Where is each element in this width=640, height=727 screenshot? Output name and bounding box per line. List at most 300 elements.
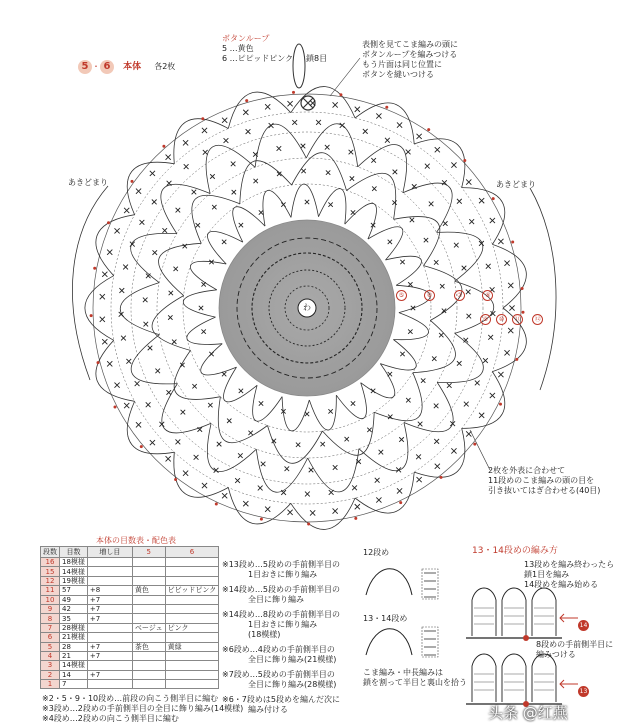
stitch-mark	[217, 442, 222, 447]
how-to-title: 13・14段めの編み方	[472, 546, 558, 556]
stitch-mark	[173, 267, 177, 271]
header-title: 本体	[123, 62, 142, 72]
stitch-mark	[136, 189, 141, 194]
table-cell-c5: 茶色	[132, 642, 165, 651]
row-marker: ⑪	[512, 314, 523, 325]
petal-arc	[404, 382, 453, 431]
stitch-mark	[466, 431, 471, 436]
table-cell-c5	[132, 604, 165, 613]
button-loop-row6: 6 …ピピッドピンク	[222, 54, 294, 63]
stitch-mark	[363, 129, 368, 134]
stitch-mark	[183, 244, 187, 248]
table-cell-c6	[165, 614, 219, 623]
table-row	[41, 623, 219, 632]
table-cell-row: 11	[41, 586, 60, 595]
small-diagram-label-12: 12段め	[363, 548, 390, 557]
stitch-mark	[148, 346, 153, 351]
petal-arc	[306, 124, 357, 167]
petal-arc	[192, 195, 240, 243]
petal-arc	[183, 290, 217, 317]
stitch-mark	[155, 369, 160, 374]
stitch-mark	[183, 140, 188, 145]
stitch-mark	[123, 265, 128, 270]
stitch-mark	[479, 198, 484, 203]
table-cell-c5	[132, 680, 165, 689]
stitch-mark	[210, 174, 215, 179]
table-cell-row: 9	[41, 604, 60, 613]
red-stitch-dot	[499, 403, 502, 406]
row-marker: ⑧	[482, 290, 493, 301]
row-marker: ⑤	[396, 290, 407, 301]
note-line: 全目に飾り編み(28模様)	[248, 680, 337, 689]
stitch-mark	[102, 339, 107, 344]
stitch-mark	[150, 171, 155, 176]
stitch-mark	[222, 493, 227, 498]
red-stitch-dot	[201, 117, 204, 120]
join-note	[488, 466, 600, 496]
stitch-mark	[146, 402, 151, 407]
petal-arc	[127, 162, 174, 214]
petal-arc	[162, 384, 211, 433]
red-stitch-dot	[515, 358, 518, 361]
stitch-mark	[168, 315, 172, 319]
stitch-mark	[333, 465, 338, 470]
stitch-mark	[454, 243, 459, 248]
table-cell-inc: +8	[87, 586, 132, 595]
stitch-mark	[100, 317, 105, 322]
stitch-mark	[265, 507, 270, 512]
stitch-mark	[435, 464, 440, 469]
table-cell-inc	[87, 633, 132, 642]
table-cell-inc: +7	[87, 614, 132, 623]
petal-arc	[190, 261, 226, 289]
stitch-mark	[462, 266, 467, 271]
note-line: ※6段め…4段めの手前側半目の	[222, 645, 335, 654]
red-stitch-dot	[307, 523, 310, 526]
top-note-line: ボタンを縫いつける	[362, 70, 434, 79]
how-to-note1-line: 14段めを編み始める	[524, 580, 599, 589]
stitch-mark	[417, 134, 422, 139]
how-to-diagram	[466, 580, 596, 710]
table-header: 段数	[41, 547, 60, 558]
stitch-mark	[393, 170, 398, 175]
petal-arc	[174, 452, 228, 497]
top-note-line: もう片面は同じ位置に	[362, 60, 442, 69]
table-row	[41, 642, 219, 651]
petal-arc	[355, 103, 414, 144]
table-cell-c5	[132, 661, 165, 670]
petal-arc	[127, 401, 174, 453]
stitch-mark	[259, 401, 263, 405]
stitch-mark	[376, 113, 381, 118]
akidomari-left-label: あきどまり	[68, 178, 108, 187]
stitch-mark	[239, 223, 243, 227]
small-diagram-desc-line: 鎖を割って半目と裏山を拾う	[363, 678, 467, 687]
red-stitch-dot	[162, 145, 165, 148]
stitch-mark	[508, 328, 513, 333]
note-block	[222, 610, 340, 640]
stitch-mark	[259, 210, 263, 214]
akidomari-right-label: あきどまり	[496, 180, 536, 189]
stitch-mark	[498, 239, 503, 244]
stitch-mark	[162, 228, 167, 233]
table-cell-c5	[132, 670, 165, 679]
how-to-note2-line: 8段めの手前側半目に	[536, 640, 614, 649]
stitch-mark	[351, 401, 355, 405]
stitch-mark	[355, 107, 360, 112]
petal-arc	[131, 233, 177, 282]
red-stitch-dot	[215, 503, 218, 506]
row-markers-lower	[480, 306, 543, 325]
petal-arc	[414, 139, 465, 188]
table-cell-row: 8	[41, 614, 60, 623]
stitch-mark	[406, 150, 411, 155]
note-block	[222, 560, 340, 580]
notes-bottom	[42, 694, 243, 724]
stitch-mark	[222, 372, 226, 376]
red-stitch-dot	[292, 91, 295, 94]
table-cell-inc	[87, 558, 132, 567]
table-title: 本体の目数表・配色表	[96, 536, 176, 545]
note-line: ※7段め…5段めの手前側半目の	[222, 670, 335, 679]
red-stitch-dot	[107, 221, 110, 224]
petal-arc	[437, 232, 483, 281]
table-cell-count: 7	[60, 680, 88, 689]
red-stitch-dot	[131, 180, 134, 183]
table-cell-inc	[87, 623, 132, 632]
table-cell-inc	[87, 567, 132, 576]
stitch-mark	[372, 186, 376, 190]
table-cell-c5: 黄色	[132, 586, 165, 595]
table-cell-count: 14	[60, 670, 88, 679]
stitch-mark	[400, 352, 404, 356]
stitch-mark	[355, 504, 360, 509]
red-stitch-dot	[114, 406, 117, 409]
table-row	[41, 586, 219, 595]
note-line: 全目に飾り編み(21模様)	[248, 655, 337, 664]
stitch-mark	[385, 138, 390, 143]
stitch-mark	[222, 240, 226, 244]
stitch-mark	[305, 412, 309, 416]
stitch-mark	[490, 393, 495, 398]
stitch-mark	[417, 477, 422, 482]
stitch-mark	[488, 335, 493, 340]
petal-arc	[218, 397, 267, 443]
stitch-mark	[397, 488, 402, 493]
stitch-mark	[239, 389, 243, 393]
stitch-mark	[243, 501, 248, 506]
stitch-mark	[451, 162, 456, 167]
stitch-mark	[150, 440, 155, 445]
stitch-mark	[328, 409, 332, 413]
table-cell-count: 14模様	[60, 661, 88, 670]
table-row	[41, 576, 219, 585]
stitch-mark	[504, 261, 509, 266]
note-line: ※13段め…5段めの手前側半目の	[222, 560, 340, 569]
stitch-mark	[144, 322, 149, 327]
stitch-mark	[169, 291, 173, 295]
stitch-mark	[490, 218, 495, 223]
stitch-mark	[246, 129, 251, 134]
table-cell-c6: 黄緑	[165, 642, 219, 651]
red-stitch-dot	[473, 443, 476, 446]
table-header: 5	[132, 547, 165, 558]
table-cell-inc: +7	[87, 651, 132, 660]
stitch-mark	[119, 288, 124, 293]
stitch-mark	[486, 264, 491, 269]
table-cell-c5: ベージュ	[132, 623, 165, 632]
stitch-mark	[166, 390, 171, 395]
table-cell-row: 6	[41, 633, 60, 642]
table-cell-row: 1	[41, 680, 60, 689]
stitch-mark	[375, 478, 380, 483]
red-stitch-dot	[339, 93, 342, 96]
table-cell-c5	[132, 614, 165, 623]
red-stitch-dot	[90, 314, 93, 317]
stitch-mark	[320, 442, 324, 446]
stitch-mark	[265, 104, 270, 109]
stitch-mark	[152, 200, 157, 205]
table-cell-c6: ピンク	[165, 623, 219, 632]
petal-arc	[291, 498, 355, 529]
petal-arc	[358, 145, 407, 193]
stitch-mark	[439, 333, 443, 337]
red-stitch-dot	[245, 99, 248, 102]
red-stitch-dot	[492, 197, 495, 200]
stitch-mark	[397, 122, 402, 127]
table-cell-c6	[165, 670, 219, 679]
row-marker: ⑩	[496, 314, 507, 325]
marker-13: 13	[579, 688, 588, 695]
stitch-mark	[475, 381, 480, 386]
stitch-mark	[434, 260, 438, 264]
petal-arc	[131, 335, 177, 384]
stitch-mark	[434, 439, 439, 444]
table-cell-c6	[165, 633, 219, 642]
stitch-mark	[203, 150, 208, 155]
petal-arc	[120, 283, 159, 335]
stitch-mark	[135, 381, 140, 386]
table-cell-c6	[165, 661, 219, 670]
stitch-mark	[418, 422, 423, 427]
petal-arc	[174, 119, 228, 164]
petal-arc	[374, 373, 422, 421]
table-cell-count: 42	[60, 604, 88, 613]
stitch-mark	[277, 146, 282, 151]
table-cell-c5	[132, 651, 165, 660]
stitch-mark	[107, 250, 112, 255]
red-stitch-dot	[399, 501, 402, 504]
table-cell-c6: ビビッドピンク	[165, 586, 219, 595]
table-cell-inc: +7	[87, 604, 132, 613]
note-line: 全目に飾り編み	[248, 595, 304, 604]
stitch-mark	[352, 485, 357, 490]
stitch-mark	[325, 145, 330, 150]
table-cell-c6	[165, 567, 219, 576]
stitch-mark	[451, 448, 456, 453]
stitch-mark	[183, 471, 188, 476]
stitch-mark	[408, 329, 412, 333]
table-row	[41, 595, 219, 604]
stitch-mark	[285, 466, 290, 471]
small-diagram-desc	[363, 668, 467, 688]
red-stitch-dot	[427, 128, 430, 131]
red-stitch-dot	[97, 361, 100, 364]
table-cell-inc: +7	[87, 642, 132, 651]
table-row	[41, 651, 219, 660]
stitch-mark	[425, 164, 430, 169]
table-cell-inc	[87, 680, 132, 689]
stitch-mark	[351, 210, 355, 214]
table-cell-count: 28	[60, 642, 88, 651]
stitch-mark	[388, 240, 392, 244]
table-cell-c5	[132, 558, 165, 567]
stitch-mark	[400, 260, 404, 264]
how-to-note1-line: 13段めを編み終わったら	[524, 560, 615, 569]
stitch-mark	[457, 199, 462, 204]
note-block	[222, 585, 340, 605]
petal-arc	[207, 423, 256, 471]
petal-arc	[255, 124, 306, 167]
stitch-mark	[371, 158, 376, 163]
how-to-note2-line: 編みつける	[536, 650, 576, 659]
stitch-mark	[124, 403, 129, 408]
table-cell-c5	[132, 567, 165, 576]
stitch-mark	[202, 128, 207, 133]
button-loop-title: ボタンループ	[222, 34, 270, 43]
table-cell-row: 7	[41, 623, 60, 632]
small-diagram-label-1314: 13・14段め	[363, 614, 408, 623]
marker-14: 14	[579, 622, 588, 629]
top-note-line: ボタンループを編みつける	[362, 50, 458, 59]
stitch-mark	[508, 283, 513, 288]
red-stitch-dot	[440, 476, 443, 479]
stitch-mark	[340, 123, 345, 128]
stitch-mark	[305, 200, 309, 204]
stitch-mark	[212, 205, 216, 209]
petal-arc	[240, 161, 292, 204]
stitch-mark	[345, 437, 349, 441]
stitch-mark	[258, 486, 263, 491]
petal-arc	[355, 472, 414, 513]
stitch-mark	[406, 398, 410, 402]
stitch-mark	[301, 169, 305, 173]
table-cell-count: 35	[60, 614, 88, 623]
stitch-mark	[457, 361, 462, 366]
petal-arc	[291, 184, 319, 217]
stitch-mark	[196, 223, 200, 227]
stitch-mark	[367, 428, 371, 432]
stitch-mark	[310, 510, 315, 515]
row-marker: ⑥	[424, 290, 435, 301]
stitch-mark	[443, 221, 448, 226]
table-cell-row: 15	[41, 567, 60, 576]
stitch-mark	[238, 453, 243, 458]
stitch-mark	[172, 340, 176, 344]
table-cell-row: 10	[41, 595, 60, 604]
note-block	[222, 670, 340, 690]
table-cell-inc	[87, 576, 132, 585]
stitch-mark	[243, 110, 248, 115]
stitch-mark	[305, 492, 310, 497]
note-line: 編み付ける	[248, 705, 288, 714]
stitch-mark	[301, 144, 306, 149]
note-line: ※14段め…5段めの手前側半目の	[222, 585, 340, 594]
table-cell-c5	[132, 576, 165, 585]
stitch-mark	[333, 102, 338, 107]
stitch-mark	[287, 101, 292, 106]
red-stitch-dot	[93, 267, 96, 270]
table-header: 6	[165, 547, 219, 558]
table-row	[41, 680, 219, 689]
stitch-mark	[392, 200, 396, 204]
stitch-mark	[309, 468, 314, 473]
table-cell-count: 14模様	[60, 567, 88, 576]
stitch-mark	[176, 208, 181, 213]
table-cell-row: 16	[41, 558, 60, 567]
table-row	[41, 633, 219, 642]
table-row	[41, 661, 219, 670]
petal-arc	[492, 244, 526, 308]
stitch-mark	[424, 238, 428, 242]
stitch-mark	[435, 147, 440, 152]
stitch-mark	[287, 510, 292, 515]
stitch-mark	[202, 483, 207, 488]
stitch-mark	[421, 378, 425, 382]
note-line: 1目おきに飾り編み	[248, 620, 318, 629]
stitch-mark	[504, 350, 509, 355]
table-cell-count: 19模様	[60, 576, 88, 585]
stitch-mark	[429, 202, 434, 207]
stitch-mark	[124, 208, 129, 213]
stitch-mark	[166, 456, 171, 461]
stitch-mark	[136, 422, 141, 427]
stitch-mark	[192, 384, 196, 388]
join-note-line: 引き抜いてはぎ合わせる(40目)	[488, 486, 601, 495]
note-bottom-line: ※3段め…2段めの手前側半目の全目に飾り編み(14模様)	[42, 704, 244, 713]
stitch-count-table	[40, 546, 219, 689]
table-cell-count: 49	[60, 595, 88, 604]
table-cell-c6	[165, 558, 219, 567]
join-note-line: 11段めのこま編みの頭の目を	[488, 476, 595, 485]
small-stitch-diagrams	[360, 555, 460, 665]
petal-arc	[85, 276, 114, 341]
stitch-mark	[222, 118, 227, 123]
stitch-mark	[350, 176, 354, 180]
stitch-mark	[410, 218, 414, 222]
stitch-mark	[227, 419, 231, 423]
stitch-mark	[388, 372, 392, 376]
stitch-mark	[201, 282, 205, 286]
stitch-mark	[224, 138, 229, 143]
note-block	[222, 645, 340, 665]
table-cell-c6	[165, 595, 219, 604]
stitch-mark	[333, 508, 338, 513]
center-ring-label: わ	[303, 303, 311, 312]
red-stitch-dot	[140, 445, 143, 448]
stitch-mark	[208, 403, 212, 407]
part-number-5: 5	[78, 60, 92, 74]
stitch-mark	[466, 179, 471, 184]
watermark-text: 头条 @红燕	[488, 704, 568, 722]
stitch-mark	[140, 220, 145, 225]
red-stitch-dot	[521, 287, 524, 290]
red-stitch-dot	[463, 159, 466, 162]
row-marker: ⑨	[480, 314, 491, 325]
stitch-mark	[498, 372, 503, 377]
stitch-mark	[379, 450, 384, 455]
stitch-mark	[416, 454, 421, 459]
